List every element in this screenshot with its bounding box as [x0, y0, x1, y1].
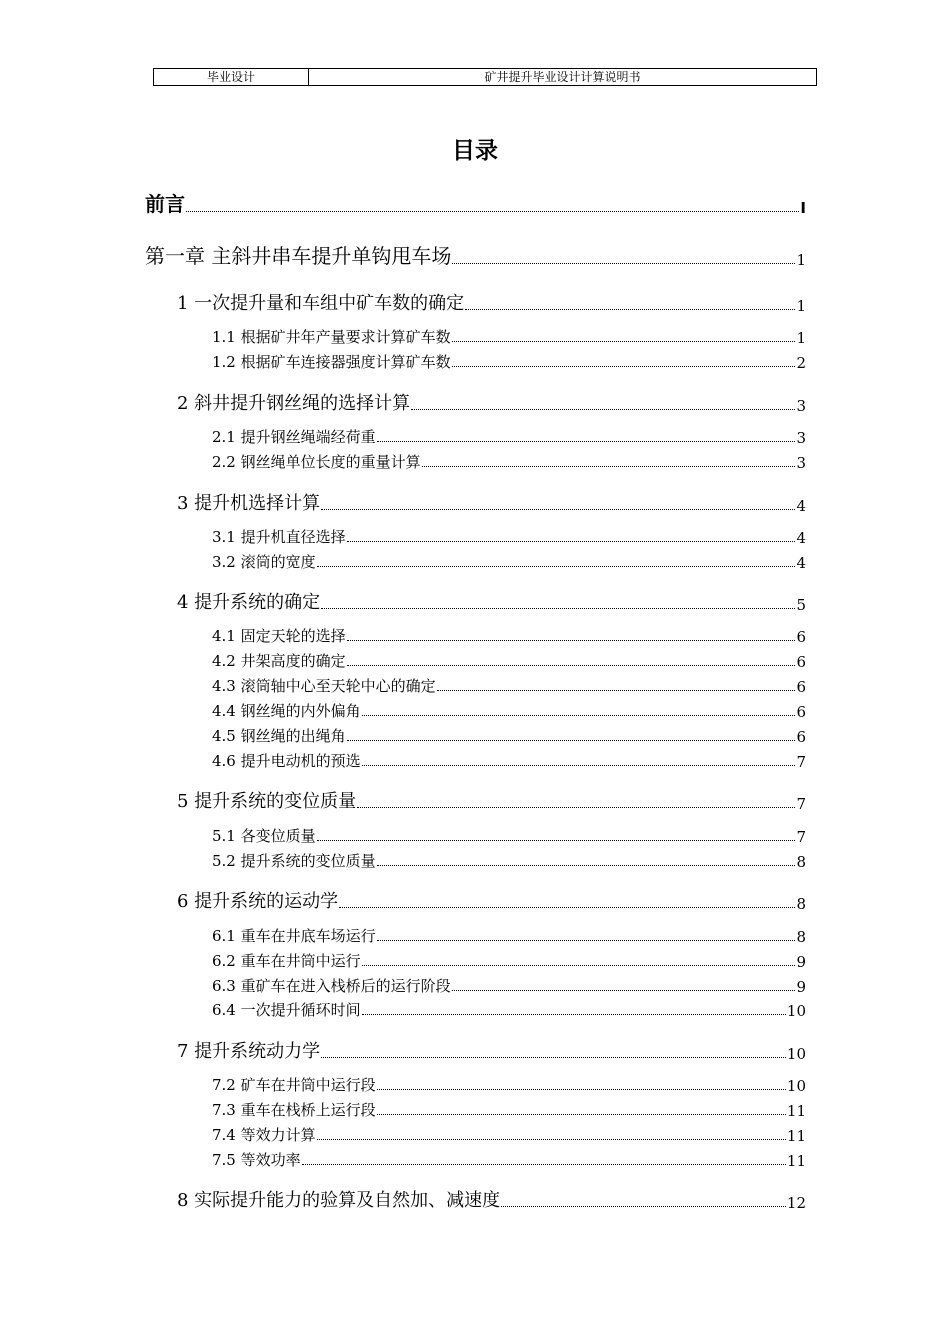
- toc-dot-leader: [377, 865, 796, 866]
- toc-entry[interactable]: [212, 1124, 806, 1145]
- toc-entry-title: 4.3 滚筒轴中心至天轮中心的确定: [212, 677, 436, 695]
- toc-entry[interactable]: [212, 1074, 806, 1095]
- toc-entry[interactable]: [177, 1186, 806, 1212]
- toc-dot-leader: [465, 309, 795, 310]
- toc-entry-page-number: 12: [786, 1194, 806, 1212]
- toc-entry-title: 3.1 提升机直径选择: [212, 528, 346, 546]
- toc-dot-leader: [347, 640, 796, 641]
- toc-entry[interactable]: [212, 825, 806, 846]
- toc-entry-title: 5 提升系统的变位质量: [177, 791, 357, 812]
- toc-entry[interactable]: [212, 700, 806, 721]
- toc-dot-leader: [357, 807, 795, 808]
- toc-entry-page-number: 10: [786, 1045, 806, 1063]
- toc-entry-title: 1.1 根据矿井年产量要求计算矿车数: [212, 328, 451, 346]
- toc-entry[interactable]: [212, 975, 806, 996]
- toc-entry-page-number: 6: [796, 728, 806, 746]
- toc-entry-page-number: 8: [796, 853, 806, 871]
- toc-entry[interactable]: [177, 1037, 806, 1063]
- toc-dot-leader: [452, 990, 796, 991]
- toc-entry[interactable]: [212, 850, 806, 871]
- toc-entry-title: 6 提升系统的运动学: [177, 891, 339, 912]
- toc-entry[interactable]: [212, 326, 806, 347]
- header-right: 矿井提升毕业设计计算说明书: [309, 69, 817, 86]
- toc-entry-page-number: 10: [786, 1077, 806, 1095]
- toc-entry-page-number: 9: [796, 953, 806, 971]
- toc-entry-page-number: 9: [796, 978, 806, 996]
- toc-entry-title: 4.2 井架高度的确定: [212, 652, 346, 670]
- toc-entry[interactable]: [212, 750, 806, 771]
- toc-entry-title: 7.4 等效力计算: [212, 1126, 316, 1144]
- toc-entry[interactable]: [212, 426, 806, 447]
- toc-dot-leader: [317, 1139, 786, 1140]
- toc-entry[interactable]: [177, 489, 806, 515]
- toc-dot-leader: [437, 690, 796, 691]
- toc-entry-page-number: 4: [796, 529, 806, 547]
- toc-entry-page-number: 10: [786, 1002, 806, 1020]
- toc-entry[interactable]: [212, 1149, 806, 1170]
- toc-entry[interactable]: [177, 389, 806, 415]
- toc-entry-page-number: 3: [796, 454, 806, 472]
- toc-dot-leader: [186, 211, 799, 212]
- toc-entry-title: 3 提升机选择计算: [177, 493, 321, 514]
- toc-entry-title: 7 提升系统动力学: [177, 1041, 321, 1062]
- header-left: 毕业设计: [154, 69, 309, 86]
- toc-entry[interactable]: [212, 675, 806, 696]
- page-header: [153, 68, 817, 86]
- toc-dot-leader: [362, 965, 796, 966]
- toc-dot-leader: [452, 366, 796, 367]
- toc-entry-title: 2 斜井提升钢丝绳的选择计算: [177, 393, 411, 414]
- toc-dot-leader: [347, 740, 796, 741]
- toc-entry-page-number: 2: [796, 354, 806, 372]
- toc-entry[interactable]: [212, 351, 806, 372]
- toc-entry-page-number: 5: [796, 596, 806, 614]
- toc-entry-title: 6.4 一次提升循环时间: [212, 1001, 361, 1019]
- toc-dot-leader: [339, 907, 795, 908]
- toc-entry-title: 4.4 钢丝绳的内外偏角: [212, 702, 361, 720]
- toc-entry-page-number: 1: [796, 251, 806, 269]
- toc-entry[interactable]: [145, 240, 806, 269]
- page-title: 目录: [452, 138, 498, 164]
- toc-entry-page-number: 8: [796, 928, 806, 946]
- toc-dot-leader: [362, 765, 796, 766]
- toc-entry[interactable]: [212, 650, 806, 671]
- toc-dot-leader: [411, 409, 795, 410]
- toc-dot-leader: [452, 263, 795, 264]
- toc-entry[interactable]: [177, 887, 806, 913]
- toc-entry-title: 5.2 提升系统的变位质量: [212, 852, 376, 870]
- toc-entry-title: 7.3 重车在栈桥上运行段: [212, 1101, 376, 1119]
- toc-entry[interactable]: [177, 289, 806, 315]
- toc-dot-leader: [302, 1164, 786, 1165]
- toc-entry-page-number: 6: [796, 628, 806, 646]
- toc-entry-page-number: 6: [796, 678, 806, 696]
- toc-entry[interactable]: [212, 999, 806, 1020]
- toc-entry-title: 8 实际提升能力的验算及自然加、减速度: [177, 1190, 501, 1211]
- toc-entry-page-number: 7: [796, 795, 806, 813]
- toc-dot-leader: [377, 441, 796, 442]
- toc-entry-page-number: 11: [786, 1127, 806, 1145]
- toc-dot-leader: [321, 608, 795, 609]
- toc-entry-page-number: 4: [796, 497, 806, 515]
- toc-entry-page-number: 3: [796, 397, 806, 415]
- toc-entry-title: 4.1 固定天轮的选择: [212, 627, 346, 645]
- toc-entry-title: 4 提升系统的确定: [177, 592, 321, 613]
- toc-entry-title: 5.1 各变位质量: [212, 827, 316, 845]
- toc-entry-page-number: 1: [796, 297, 806, 315]
- toc-entry[interactable]: [212, 526, 806, 547]
- toc-dot-leader: [321, 1057, 786, 1058]
- toc-entry[interactable]: [212, 1099, 806, 1120]
- toc-dot-leader: [377, 940, 796, 941]
- toc-entry[interactable]: [212, 725, 806, 746]
- toc-dot-leader: [362, 715, 796, 716]
- toc-entry-title: 2.1 提升钢丝绳端经荷重: [212, 428, 376, 446]
- toc-dot-leader: [377, 1089, 786, 1090]
- toc-entry-page-number: 8: [796, 895, 806, 913]
- toc-entry-page-number: 3: [796, 429, 806, 447]
- toc-entry-page-number: 1: [796, 329, 806, 347]
- toc-entry[interactable]: [212, 625, 806, 646]
- toc-entry[interactable]: [212, 451, 806, 472]
- toc-entry-title: 3.2 滚筒的宽度: [212, 553, 316, 571]
- toc-dot-leader: [362, 1014, 786, 1015]
- toc-entry-title: 1 一次提升量和车组中矿车数的确定: [177, 293, 465, 314]
- toc-entry-title: 第一章 主斜井串车提升单钩甩车场: [145, 244, 452, 268]
- toc-dot-leader: [321, 509, 795, 510]
- toc-entry-title: 4.5 钢丝绳的出绳角: [212, 727, 346, 745]
- toc-dot-leader: [347, 541, 796, 542]
- toc-dot-leader: [501, 1206, 786, 1207]
- toc-entry-page-number: 11: [786, 1102, 806, 1120]
- toc-entry[interactable]: [212, 950, 806, 971]
- toc-entry-page-number: 11: [786, 1152, 806, 1170]
- toc-dot-leader: [317, 566, 796, 567]
- toc-entry-page-number: 6: [796, 653, 806, 671]
- toc-entry-title: 6.2 重车在井筒中运行: [212, 952, 361, 970]
- toc-entry-title: 7.5 等效功率: [212, 1151, 301, 1169]
- toc-entry-page-number: 6: [796, 703, 806, 721]
- toc-dot-leader: [452, 341, 796, 342]
- toc-entry-title: 6.3 重矿车在进入栈桥后的运行阶段: [212, 977, 451, 995]
- toc-entry-title: 4.6 提升电动机的预选: [212, 752, 361, 770]
- toc-entry-page-number: 4: [796, 554, 806, 572]
- toc-entry-title: 7.2 矿车在井筒中运行段: [212, 1076, 376, 1094]
- toc-entry-page-number: 7: [796, 753, 806, 771]
- toc-dot-leader: [347, 665, 796, 666]
- toc-dot-leader: [422, 466, 796, 467]
- toc-entry-page-number: I: [800, 199, 806, 217]
- toc-entry-title: 2.2 钢丝绳单位长度的重量计算: [212, 453, 421, 471]
- toc-entry[interactable]: [145, 188, 806, 217]
- toc-entry[interactable]: [177, 787, 806, 813]
- toc-entry-title: 前言: [145, 192, 185, 216]
- toc-entry-page-number: 7: [796, 828, 806, 846]
- toc-entry-title: 6.1 重车在井底车场运行: [212, 927, 376, 945]
- toc-entry[interactable]: [177, 588, 806, 614]
- toc-entry-title: 1.2 根据矿车连接器强度计算矿车数: [212, 353, 451, 371]
- toc-dot-leader: [317, 840, 796, 841]
- toc-entry[interactable]: [212, 925, 806, 946]
- toc-dot-leader: [377, 1114, 786, 1115]
- toc-entry[interactable]: [212, 551, 806, 572]
